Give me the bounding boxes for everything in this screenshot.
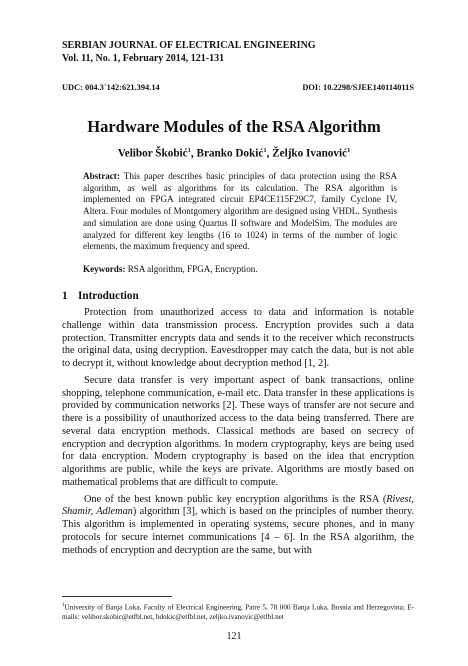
abstract	[83, 171, 397, 253]
body-text	[62, 307, 414, 561]
journal-issue: Vol. 11, No. 1, February 2014, 121-131	[62, 53, 225, 64]
author-name: Velibor Škobić	[117, 147, 188, 160]
author-name: Željko Ivanović	[272, 147, 348, 160]
author-list	[40, 147, 428, 160]
author-separator: ,	[190, 147, 197, 160]
footnote-mark: 1	[62, 603, 65, 608]
doi-code: DOI: 10.2298/SJEE140114011S	[302, 83, 414, 92]
author-affiliation-mark: 1	[263, 147, 267, 154]
footnote	[62, 601, 414, 622]
author-separator: ,	[266, 147, 273, 160]
author-affiliation-mark: 1	[187, 147, 191, 154]
keywords	[83, 264, 397, 274]
paragraph	[62, 494, 414, 558]
page-number: 121	[226, 631, 242, 642]
paragraph-text: ) algorithm [3], which is based on the principles of number theory. This algorithm is implemented in operating systems, secure phones, and in many protocols for secure internet communications [4 – 6]. In the RSA algorithm, the methods of encryption and decryption are the same, but with	[62, 506, 414, 556]
keywords-text: RSA algorithm, FPGA, Encryption.	[127, 264, 258, 274]
abstract-text: This paper describes basic principles of data protection using the RSA algorithm, as well as algorithms for its calculation. The RSA algorithm is implemented on FPGA integrated circuit EP4CE115F29C7, family Cyclone IV, Altera. Four modules of Montgomery algorithm are designed using VHDL. Synthesis and simulation are done using Quartus II software and ModelSim. The modules are analyzed for different key lengths (16 to 1024) in terms of the number of logic elements, the maximum frequency and speed.	[83, 171, 398, 252]
paragraph: Protection from unauthorized access to data and information is notable challenge within data transmission process. Encryption provides such a data protection. Transmitter encrypts data and sends it to the receiver which reconstructs the original data, using decryption. Eavesdropper may catch the data, but is not able to decrypt it, without knowledge about decryption method [1, 2].	[62, 307, 414, 369]
abstract-label: Abstract:	[83, 171, 120, 181]
footnote-divider	[62, 596, 172, 597]
journal-header	[62, 39, 422, 65]
author-name: Branko Dokić	[196, 147, 264, 160]
paper-title: Hardware Modules of the RSA Algorithm	[87, 117, 381, 136]
paragraph: Secure data transfer is very important aspect of bank transactions, online shopping, telephone communication, e-mail etc. Data transfer in these applications is provided by communication networks [2]. These ways of transfer are not secure and there is a possibility of unauthorized access to the data being transferred. There are several data encryption methods. Classical methods are based on secrecy of encryption and decryption algorithms. In modern cryptography, keys are being used for data encryption. Modern cryptography is based on the idea that encryption algorithms are public, while the keys are private. Algorithms are mostly based on mathematical problems that are difficult to compute.	[62, 374, 414, 488]
paragraph-italic-text: Rivest, Shamir, Adleman	[62, 493, 414, 518]
footnote-text: University of Banja Luka, Faculty of Electrical Engineering, Patre 5, 78 000 Banja Luka, Bosnia and Herzegovina; E-mails: velibor.skobic@etfbl.net, bdokic@etfbl.net, zeljko.ivanovic@etfbl.net	[62, 603, 414, 621]
udc-code: UDC: 004.3`142:621.394.14	[62, 83, 160, 92]
section-number: 1	[62, 290, 68, 302]
author-affiliation-mark: 1	[347, 147, 351, 154]
journal-name: SERBIAN JOURNAL OF ELECTRICAL ENGINEERING	[62, 40, 316, 51]
article-identifiers	[62, 83, 414, 92]
section-title: Introduction	[78, 290, 139, 302]
paragraph-text: One of the best known public key encryption algorithms is the RSA (	[84, 493, 387, 505]
keywords-label: Keywords:	[83, 264, 126, 274]
section-heading	[62, 290, 414, 302]
